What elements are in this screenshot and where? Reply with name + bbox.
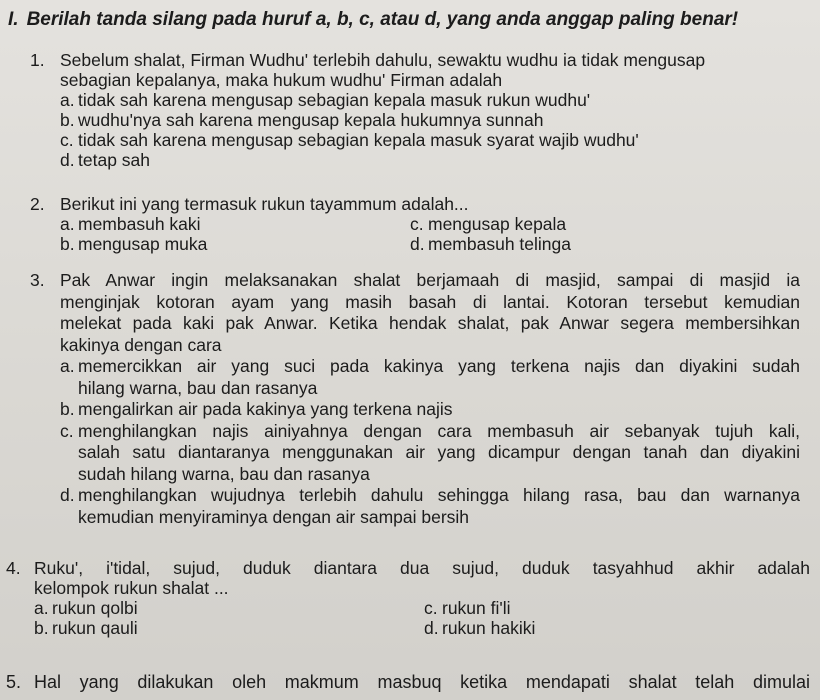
option-row — [34, 598, 810, 618]
option-letter: a. — [60, 356, 75, 376]
option-text: rukun qolbi — [52, 598, 138, 618]
option-d[interactable] — [424, 618, 774, 638]
question-stem — [6, 672, 810, 692]
option-text: rukun qauli — [52, 618, 138, 638]
option-b[interactable] — [60, 399, 800, 421]
stem-line: Ruku', i'tidal, sujud, duduk diantara dua sujud, duduk tasyahhud akhir adalah — [34, 558, 810, 578]
question-stem — [30, 270, 800, 356]
option-letter: c. — [60, 130, 74, 150]
option-letter: c. — [60, 420, 74, 441]
option-letter: a. — [60, 214, 75, 234]
option-letter: a. — [34, 598, 49, 618]
option-b[interactable] — [60, 234, 410, 254]
option-letter: d. — [60, 150, 75, 170]
option-row — [34, 618, 810, 638]
option-c[interactable] — [410, 214, 760, 234]
option-c[interactable] — [424, 598, 774, 618]
question-4 — [6, 558, 810, 638]
option-text: rukun fi'li — [442, 598, 511, 618]
option-b[interactable] — [34, 618, 424, 638]
option-text-line: memercikkan air yang suci pada kakinya yang terkena najis dan diyakini sudah — [78, 356, 800, 376]
option-letter: b. — [60, 110, 75, 130]
stem-line: Hal yang dilakukan oleh makmum masbuq ketika mendapati shalat telah dimulai — [34, 672, 810, 692]
section-number: I. — [8, 9, 19, 30]
option-text: mengusap muka — [78, 234, 208, 254]
option-b[interactable] — [60, 110, 800, 130]
option-text-line: menghilangkan wujudnya terlebih dahulu sehingga hilang rasa, bau dan warnanya — [78, 485, 800, 505]
option-text: tidak sah karena mengusap sebagian kepala masuk syarat wajib wudhu' — [78, 130, 639, 150]
question-number: 4. — [6, 558, 21, 578]
question-number: 2. — [30, 194, 45, 214]
option-text-line: sudah hilang warna, bau dan rasanya — [78, 463, 370, 484]
question-number: 3. — [30, 270, 45, 290]
stem-line: menginjak kotoran ayam yang masih basah di lantai. Kotoran tersebut kemudian — [60, 291, 800, 312]
section-instruction — [8, 6, 818, 34]
option-text-line: menghilangkan najis ainiyahnya dengan cara membasuh air sebanyak tujuh kali, — [78, 420, 800, 441]
stem-line: Berikut ini yang termasuk rukun tayammum adalah... — [60, 194, 469, 214]
option-text: tidak sah karena mengusap sebagian kepala masuk rukun wudhu' — [78, 90, 591, 110]
option-text-line: mengalirkan air pada kakinya yang terkena najis — [78, 399, 453, 419]
question-number: 5. — [6, 672, 22, 692]
option-row — [60, 234, 800, 254]
stem-line: kelompok rukun shalat ... — [34, 578, 229, 598]
option-row — [60, 214, 800, 234]
stem-line: Pak Anwar ingin melaksanakan shalat berjamaah di masjid, sampai di masjid ia — [60, 270, 800, 290]
option-letter: b. — [34, 618, 49, 638]
option-a[interactable] — [34, 598, 424, 618]
option-letter: b. — [60, 399, 75, 419]
option-c[interactable] — [60, 421, 800, 486]
question-stem — [30, 50, 800, 90]
question-number: 1. — [30, 50, 45, 70]
question-5 — [6, 672, 810, 692]
question-stem — [6, 558, 810, 598]
option-letter: d. — [60, 485, 75, 505]
option-a[interactable] — [60, 356, 800, 399]
option-text-line: hilang warna, bau dan rasanya — [78, 377, 318, 398]
option-letter: b. — [60, 234, 75, 254]
option-d[interactable] — [410, 234, 760, 254]
option-c[interactable] — [60, 130, 800, 150]
stem-line: kakinya dengan cara — [60, 334, 222, 355]
option-text-line: kemudian menyiraminya dengan air sampai bersih — [78, 506, 470, 527]
option-a[interactable] — [60, 214, 410, 234]
stem-line: Sebelum shalat, Firman Wudhu' terlebih dahulu, sewaktu wudhu ia tidak mengusap — [60, 50, 706, 70]
option-letter: a. — [60, 90, 75, 110]
option-d[interactable] — [60, 485, 800, 528]
option-text: tetap sah — [78, 150, 150, 170]
option-letter: d. — [424, 618, 439, 638]
option-text: membasuh telinga — [428, 234, 571, 254]
question-stem — [30, 194, 800, 214]
option-letter: c. — [410, 214, 424, 234]
question-2 — [30, 194, 800, 254]
option-text: membasuh kaki — [78, 214, 201, 234]
question-1 — [30, 50, 800, 170]
option-d[interactable] — [60, 150, 800, 170]
option-text: rukun hakiki — [442, 618, 536, 638]
option-letter: c. — [424, 598, 438, 618]
instruction-text: Berilah tanda silang pada huruf a, b, c, atau d, yang anda anggap paling benar! — [26, 9, 739, 30]
stem-line: melekat pada kaki pak Anwar. Ketika hendak shalat, pak Anwar segera membersihkan — [60, 313, 800, 333]
option-text-line: salah satu diantaranya menggunakan air yang dicampur dengan tanah dan diyakini — [78, 442, 800, 462]
question-3 — [30, 270, 800, 528]
stem-line: sebagian kepalanya, maka hukum wudhu' Firman adalah — [60, 70, 503, 90]
option-text: mengusap kepala — [428, 214, 567, 234]
option-a[interactable] — [60, 90, 800, 110]
option-letter: d. — [410, 234, 425, 254]
option-text: wudhu'nya sah karena mengusap kepala hukumnya sunnah — [78, 110, 544, 130]
